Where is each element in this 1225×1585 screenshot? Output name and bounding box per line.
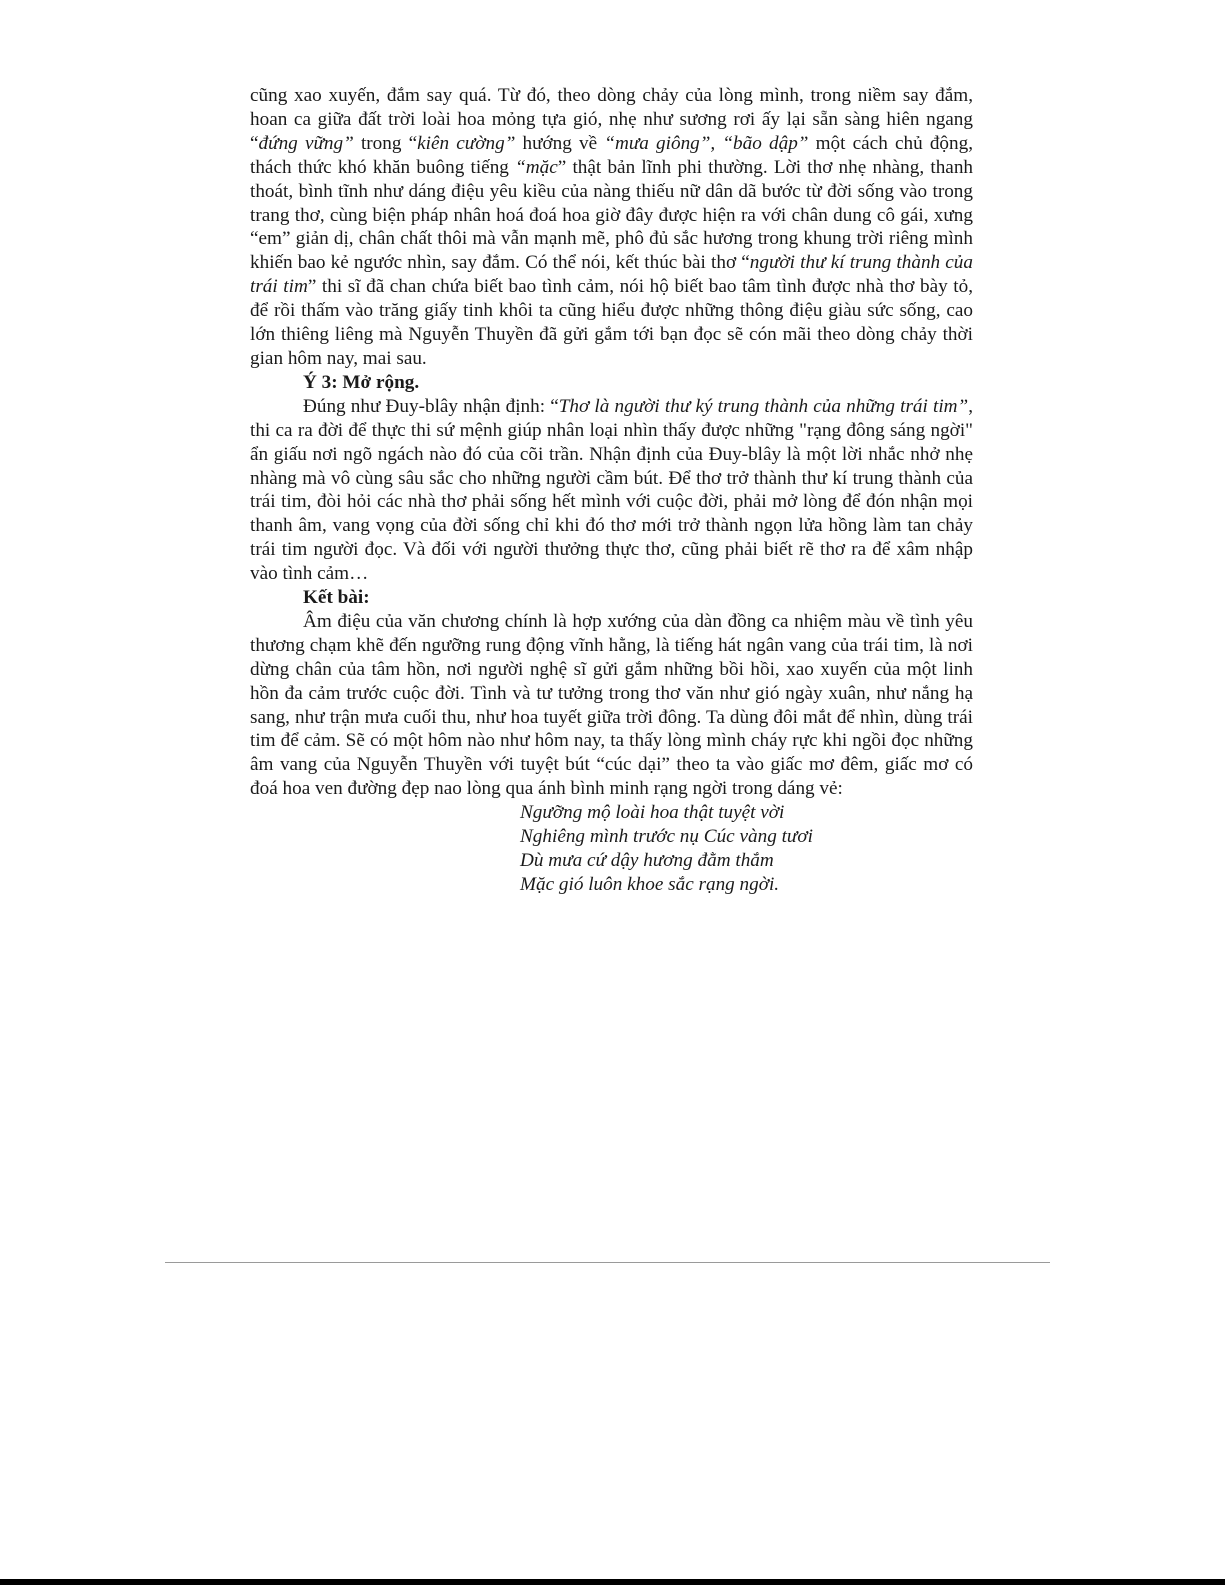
quote-run: Thơ là người thư ký trung thành của những trái tim” [558,395,969,417]
poem-stanza [520,801,973,897]
text-run: , thi ca ra đời để thực thi sứ mệnh giúp nhân loại nhìn thấy được những "rạng đông sáng ngời" ẩn giấu nơi ngõ ngách nào đó của cõi trần. Nhận định của Đuy-blây là một lời nhắc nhở nhẹ nhàng mà vô cùng sâu sắc cho những người cầm bút. Để thơ trở thành thư kí trung thành của trái tim, đòi hỏi các nhà thơ phải sống hết mình với cuộc đời, phải mở lòng để đón nhận mọi thanh âm, vang vọng của đời sống chỉ khi đó thơ mới trở thành ngọn lửa hồng làm tan chảy trái tim người đọc. Và đối với người thưởng thực thơ, cũng phải biết rẽ thơ ra để xâm nhập vào tình cảm… [250,395,973,585]
footer-divider [165,1262,1050,1263]
paragraph-extension [250,395,973,586]
poem-line: Dù mưa cứ dậy hương đằm thắm [520,850,774,871]
paragraph-analysis-ending [250,84,973,371]
page-bottom-edge [0,1579,1225,1585]
text-run: ” thi sĩ đã chan chứa biết bao tình cảm, nói hộ biết bao tâm tình được nhà thơ bày tỏ, để rồi thấm vào trăng giấy tinh khôi ta cũng hiểu được những thông điệu giàu sức sống, cao lớn thiêng liêng mà Nguyễn Thuyền đã gửi gắm tới bạn đọc sẽ cón mãi theo dòng chảy thời gian hôm nay, mai sau. [250,276,973,369]
text-run: cũng xao xuyến, đắm say quá. Từ đó, theo dòng chảy của lòng mình, trong niềm say đắm, hoan ca giữa đất trời loài hoa mỏng tựa gió, nhẹ như sương rơi ấy lại sẵn sàng hiên ngang “ [250,85,973,154]
poem-line: Mặc gió luôn khoe sắc rạng ngời. [520,873,780,895]
text-run: trong “ [353,132,418,154]
text-run: ” thật bản lĩnh phi thường. Lời thơ nhẹ nhàng, thanh thoát, bình tĩnh như dáng điệu yêu kiều của nàng thiếu nữ dân dã bước từ đời sống vào trong trang thơ, cùng biện pháp nhân hoá đoá hoa giờ đây được hiện ra với chân dung cô gái, xưng “em” giản dị, chân chất thôi mà vẫn mạnh mẽ, phô đủ sắc hương trong khung trời riêng mình khiến bao kẻ ngước nhìn, say đắm. Có thể nói, kết thúc bài thơ “ [250,156,974,274]
paragraph-conclusion: Âm điệu của văn chương chính là hợp xướng của dàn đồng ca nhiệm màu về tình yêu thương chạm khẽ đến ngưỡng rung động vĩnh hằng, là tiếng hát ngân vang của trái tim, là nơi dừng chân của tâm hồn, nơi người nghệ sĩ gửi gắm những bồi hồi, xao xuyến của một linh hồn đa cảm trước cuộc đời. Tình và tư tưởng trong thơ văn như gió ngày xuân, như nắng hạ sang, như trận mưa cuối thu, như hoa tuyết giữa trời đông. Ta dùng đôi mắt để nhìn, dùng trái tim để cảm. Sẽ có một hôm nào như hôm nay, ta thấy lòng mình cháy rực khi ngồi đọc những âm vang của Nguyễn Thuyền với tuyệt bút “cúc dại” theo ta vào giấc mơ đêm, giấc mơ có đoá hoa ven đường đẹp nao lòng qua ánh bình minh rạng ngời trong dáng vẻ: [250,610,973,800]
emphasis-run: “mưa giông”, “bão dập” [604,132,809,154]
document-body [250,84,973,897]
poem-line: Nghiêng mình trước nụ Cúc vàng tươi [520,826,813,848]
emphasis-run: kiên cường” [417,132,516,154]
emphasis-run: người thư kí trung thành của trái tim [250,252,973,298]
poem-line: Ngưỡng mộ loài hoa thật tuyệt vời [520,802,785,824]
emphasis-run: “mặc [515,156,558,178]
text-run: hướng về [515,132,605,154]
text-run: một cách chủ động, thách thức khó khăn buông tiếng [250,132,973,178]
emphasis-run: đứng vững” [258,132,354,154]
text-run: Đúng như Đuy-blây nhận định: “ [303,395,559,417]
section-heading-ket-bai: Kết bài: [303,587,370,609]
section-heading-y3: Ý 3: Mở rộng. [303,371,420,393]
